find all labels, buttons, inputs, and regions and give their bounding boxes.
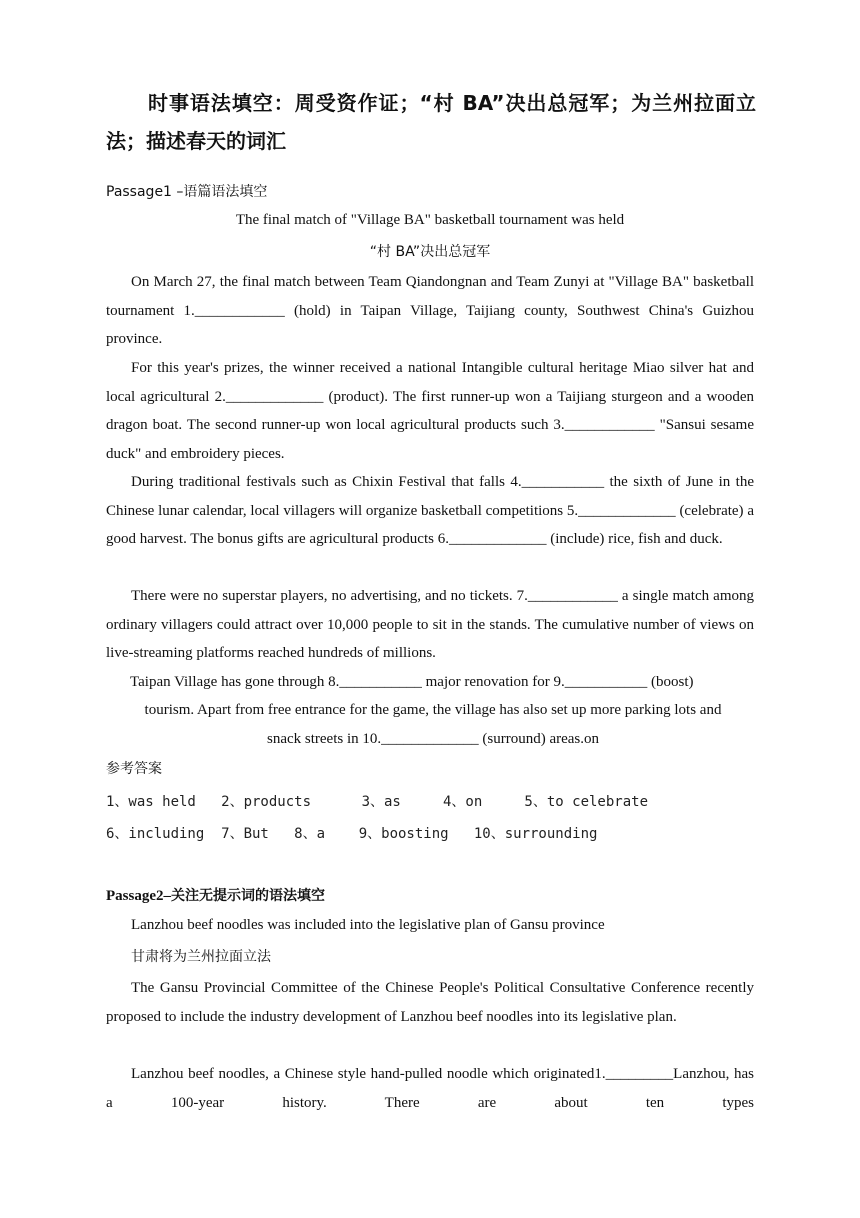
passage1-headline-cn: “村 BA”决出总冠军 (369, 244, 491, 260)
passage2-paragraph-2: Lanzhou beef noodles, a Chinese style hand-pulled noodle which originated1._________Lanzhou, has a 100-year history. There are about ten types (106, 1066, 754, 1111)
passage1-label: Passage1 –语篇语法填空 (106, 184, 268, 200)
passage2-headline-cn: 甘肃将为兰州拉面立法 (131, 949, 271, 965)
answers-line-1: 1、was held 2、products 3、as 4、on 5、to celebrate (106, 794, 649, 810)
passage1-headline-en: The final match of "Village BA" basketball tournament was held (235, 212, 625, 228)
passage1-paragraph-2: For this year's prizes, the winner received a national Intangible cultural heritage Miao silver hat and local agricultural 2._____________ (product). The first runner-up won a Taijiang sturgeon and a wooden dragon boat. The second runner-up won local agricultural products such 3.____________ "Sansui sesame duck" and embroidery pieces. (106, 360, 754, 462)
passage2-label-cn: 关注无提示词的语法填空 (171, 888, 325, 904)
passage2-headline-en: Lanzhou beef noodles was included into the legislative plan of Gansu province (131, 917, 605, 933)
passage2-label-en: Passage2– (106, 888, 171, 904)
passage2-paragraph-1: The Gansu Provincial Committee of the Chinese People's Political Consultative Conference recently proposed to include the industry development of Lanzhou beef noodles into its legislative plan. (106, 980, 754, 1025)
answers-label: 参考答案 (106, 761, 162, 777)
passage1-paragraph-5-line-1: Taipan Village has gone through 8.___________ major renovation for 9.___________ (boost) (130, 674, 694, 690)
page-title: 时事语法填空：周受资作证；“村 BA”决出总冠军；为兰州拉面立法；描述春天的词汇 (106, 91, 756, 153)
passage1-paragraph-5-line-2: tourism. Apart from free entrance for the game, the village has also set up more parking lots and (144, 702, 722, 718)
passage1-paragraph-3: During traditional festivals such as Chixin Festival that falls 4.___________ the sixth of June in the Chinese lunar calendar, local villagers will organize basketball competitions 5._____________ (celebrate) a good harvest. The bonus gifts are agricultural products 6._____________ (include) rice, fish and duck. (106, 474, 754, 548)
passage1-paragraph-1: On March 27, the final match between Team Qiandongnan and Team Zunyi at "Village BA" basketball tournament 1.____________ (hold) in Taipan Village, Taijiang county, Southwest China's Guizhou province. (106, 274, 754, 348)
passage1-paragraph-4: There were no superstar players, no advertising, and no tickets. 7.____________ a single match among ordinary villagers could attract over 10,000 people to sit in the stands. The cumulative number of views on live-streaming platforms reached hundreds of millions. (106, 588, 754, 662)
passage1-paragraph-5-line-3: snack streets in 10._____________ (surround) areas.on (266, 731, 599, 747)
answers-line-2: 6、including 7、But 8、a 9、boosting 10、surrounding (106, 826, 598, 842)
passage2-label (106, 885, 754, 905)
